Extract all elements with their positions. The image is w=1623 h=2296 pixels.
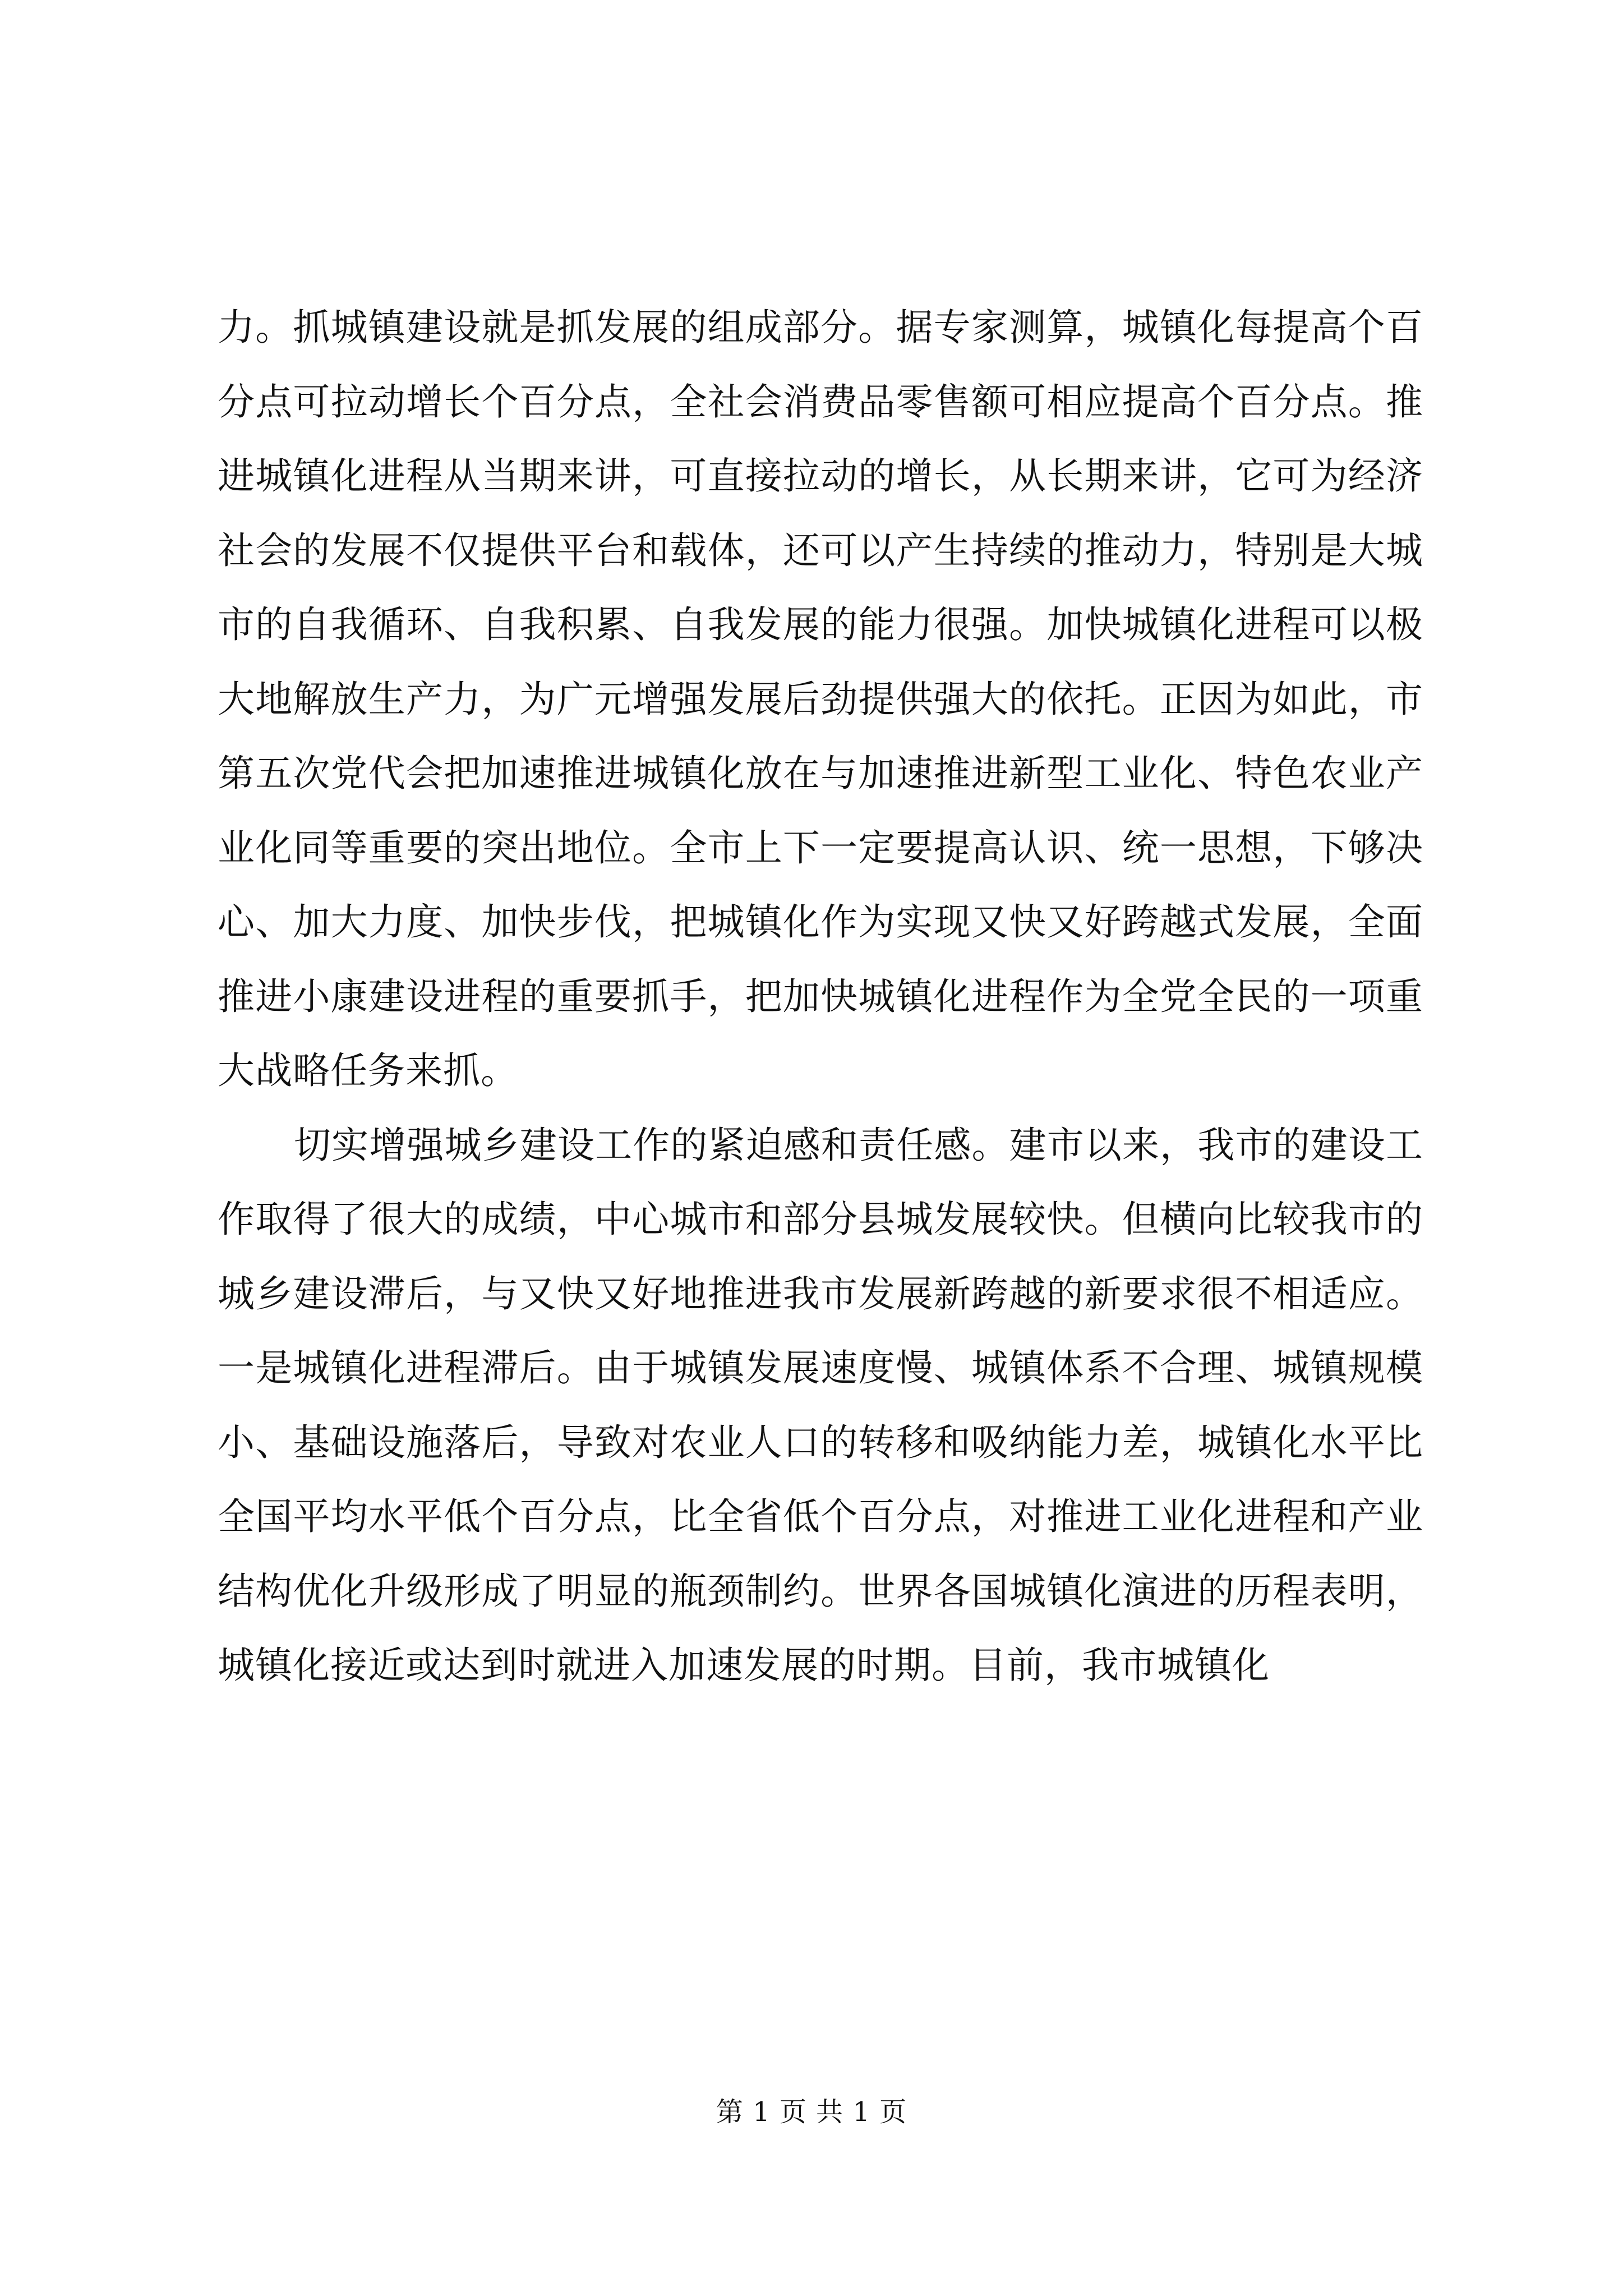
page-footer: 第 1 页 共 1 页 [716, 2096, 907, 2128]
document-body [218, 291, 1423, 1703]
paragraph-1: 力。抓城镇建设就是抓发展的组成部分。据专家测算，城镇化每提高个百分点可拉动增长个百分点，全社会消费品零售额可相应提高个百分点。推进城镇化进程从当期来讲，可直接拉动的增长，从长期来讲，它可为经济社会的发展不仅提供平台和载体，还可以产生持续的推动力，特别是大城市的自我循环、自我积累、自我发展的能力很强。加快城镇化进程可以极大地解放生产力，为广元增强发展后劲提供强大的依托。正因为如此，市第五次党代会把加速推进城镇化放在与加速推进新型工业化、特色农业产业化同等重要的突出地位。全市上下一定要提高认识、统一思想，下够决心、加大力度、加快步伐，把城镇化作为实现又快又好跨越式发展，全面推进小康建设进程的重要抓手，把加快城镇化进程作为全党全民的一项重大战略任务来抓。 [218, 306, 1423, 1092]
paragraph-2: 切实增强城乡建设工作的紧迫感和责任感。建市以来，我市的建设工作取得了很大的成绩，中心城市和部分县城发展较快。但横向比较我市的城乡建设滞后，与又快又好地推进我市发展新跨越的新要求很不相适应。一是城镇化进程滞后。由于城镇发展速度慢、城镇体系不合理、城镇规模小、基础设施落后，导致对农业人口的转移和吸纳能力差，城镇化水平比全国平均水平低个百分点，比全省低个百分点，对推进工业化进程和产业结构优化升级形成了明显的瓶颈制约。世界各国城镇化演进的历程表明，城镇化接近或达到时就进入加速发展的时期。目前，我市城镇化 [218, 1123, 1423, 1687]
